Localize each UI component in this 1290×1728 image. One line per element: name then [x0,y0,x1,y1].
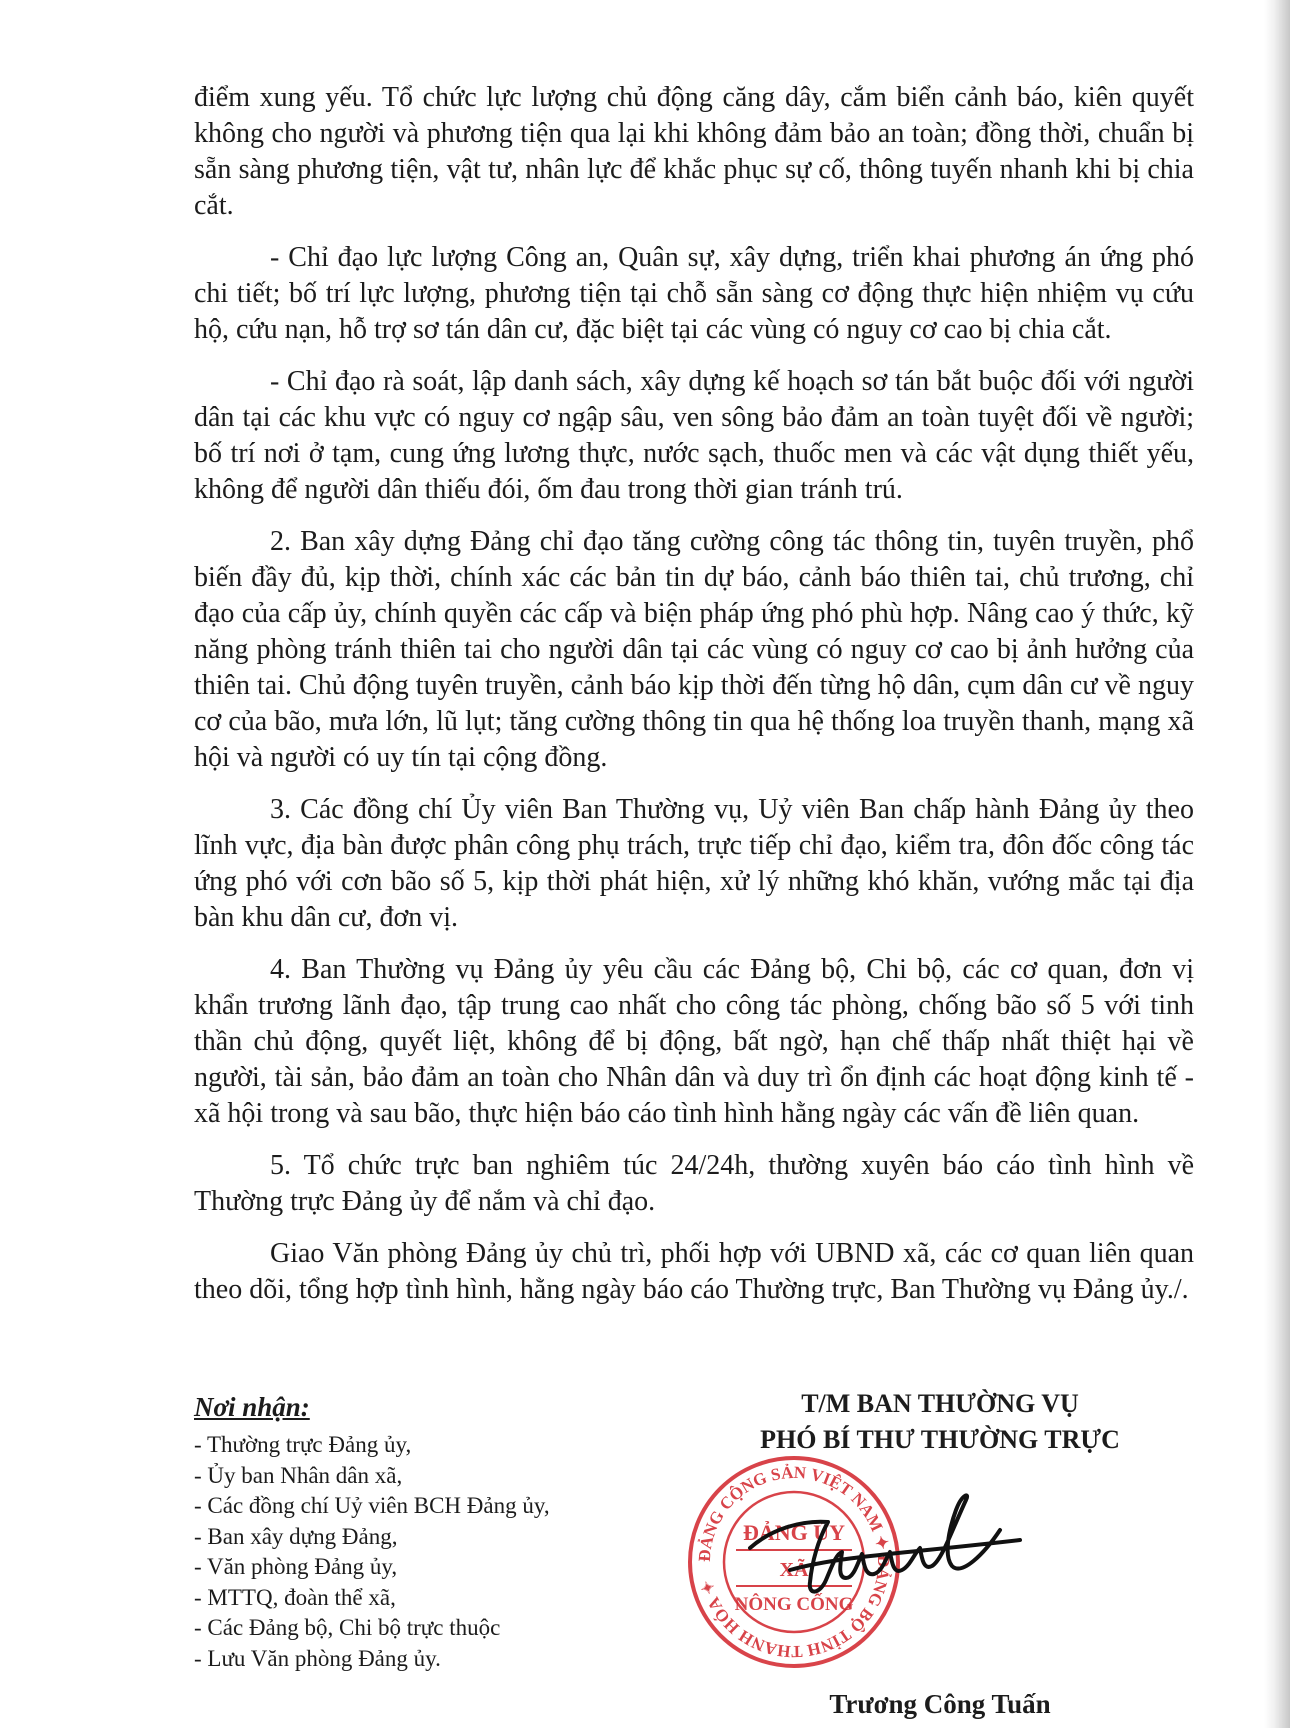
recipient-item: - Các đồng chí Uỷ viên BCH Đảng ủy, [194,1493,550,1518]
recipients-list [194,1430,714,1674]
seal-center-line2: XÃ [779,1559,809,1581]
paragraph-police-military: - Chỉ đạo lực lượng Công an, Quân sự, xây dựng, triển khai phương án ứng phó chi tiết; bố trí lực lượng, phương tiện tại chỗ sẵn sàng cơ động thực hiện nhiệm vụ cứu hộ, cứu nạn, hỗ trợ sơ tán dân cư, đặc biệt tại các vùng có nguy cơ cao bị chia cắt. [194,242,1194,345]
seal-ring-text: ĐẢNG CỘNG SẢN VIỆT NAM ✦ ĐẢNG BỘ TỈNH THANH HÓA ✦ [694,1462,894,1662]
handwritten-signature [730,1470,1030,1620]
recipient-item: - Ủy ban Nhân dân xã, [194,1462,403,1488]
recipient-item: - Các Đảng bộ, Chi bộ trực thuộc [194,1615,501,1640]
paragraph-item-5: 5. Tổ chức trực ban nghiêm túc 24/24h, thường xuyên báo cáo tình hình về Thường trực Đảng ủy để nắm và chỉ đạo. [194,1150,1194,1217]
recipients-block [194,1390,714,1674]
page-edge-shadow [1264,0,1290,1728]
seal-center-line3: NÔNG CỐNG [734,1594,854,1615]
recipient-item: - Lưu Văn phòng Đảng ủy. [194,1645,441,1671]
seal-center-line1: ĐẢNG ỦY [742,1520,846,1545]
paragraph-continuation: điểm xung yếu. Tổ chức lực lượng chủ động căng dây, cắm biển cảnh báo, kiên quyết không cho người và phương tiện qua lại khi không đảm bảo an toàn; đồng thời, chuẩn bị sẵn sàng phương tiện, vật tư, nhân lực để khắc phục sự cố, thông tuyến nhanh khi bị chia cắt. [194,82,1194,221]
signer-name: Trương Công Tuấn [829,1689,1051,1719]
recipient-item: - Văn phòng Đảng ủy, [194,1554,398,1579]
paragraph-assignment: Giao Văn phòng Đảng ủy chủ trì, phối hợp với UBND xã, các cơ quan liên quan theo dõi, tổng hợp tình hình, hằng ngày báo cáo Thường trực, Ban Thường vụ Đảng ủy./. [194,1238,1194,1305]
recipient-item: - MTTQ, đoàn thể xã, [194,1584,396,1610]
recipients-heading: Nơi nhận: [194,1392,310,1422]
recipient-item: - Ban xây dựng Đảng, [194,1523,398,1549]
paragraph-evacuation: - Chỉ đạo rà soát, lập danh sách, xây dựng kế hoạch sơ tán bắt buộc đối với người dân tại các khu vực có nguy cơ ngập sâu, ven sông bảo đảm an toàn tuyệt đối về người; bố trí nơi ở tạm, cung ứng lương thực, nước sạch, thuốc men và các vật dụng thiết yếu, không để người dân thiếu đói, ốm đau trong thời gian tránh trú. [194,366,1194,505]
paragraph-item-4: 4. Ban Thường vụ Đảng ủy yêu cầu các Đảng bộ, Chi bộ, các cơ quan, đơn vị khẩn trương lãnh đạo, tập trung cao nhất cho công tác phòng, chống bão số 5 với tinh thần chủ động, quyết liệt, không để bị động, bất ngờ, hạn chế thấp nhất thiệt hại về người, tài sản, bảo đảm an toàn cho Nhân dân và duy trì ổn định các hoạt động kinh tế - xã hội trong và sau bão, thực hiện báo cáo tình hình hằng ngày các vấn đề liên quan. [194,954,1194,1129]
signer-title-line1: T/M BAN THƯỜNG VỤ [801,1389,1079,1418]
recipient-item: - Thường trực Đảng ủy, [194,1432,412,1457]
signer-title-line2: PHÓ BÍ THƯ THƯỜNG TRỰC [760,1425,1120,1454]
paragraph-item-3: 3. Các đồng chí Ủy viên Ban Thường vụ, Uỷ viên Ban chấp hành Đảng ủy theo lĩnh vực, địa bàn được phân công phụ trách, trực tiếp chỉ đạo, kiểm tra, đôn đốc công tác ứng phó với cơn bão số 5, kịp thời phát hiện, xử lý những khó khăn, vướng mắc tại địa bàn khu dân cư, đơn vị. [194,794,1194,933]
document-body [194,80,1194,1324]
paragraph-item-2: 2. Ban xây dựng Đảng chỉ đạo tăng cường công tác thông tin, tuyên truyền, phổ biến đầy đủ, kịp thời, chính xác các bản tin dự báo, cảnh báo thiên tai, chủ trương, chỉ đạo của cấp ủy, chính quyền các cấp và biện pháp ứng phó phù hợp. Nâng cao ý thức, kỹ năng phòng tránh thiên tai cho người dân tại các vùng có nguy cơ cao bị ảnh hưởng của thiên tai. Chủ động tuyên truyền, cảnh báo kịp thời đến từng hộ dân, cụm dân cư về nguy cơ của bão, mưa lớn, lũ lụt; tăng cường thông tin qua hệ thống loa truyền thanh, mạng xã hội và người có uy tín tại cộng đồng. [194,526,1194,773]
